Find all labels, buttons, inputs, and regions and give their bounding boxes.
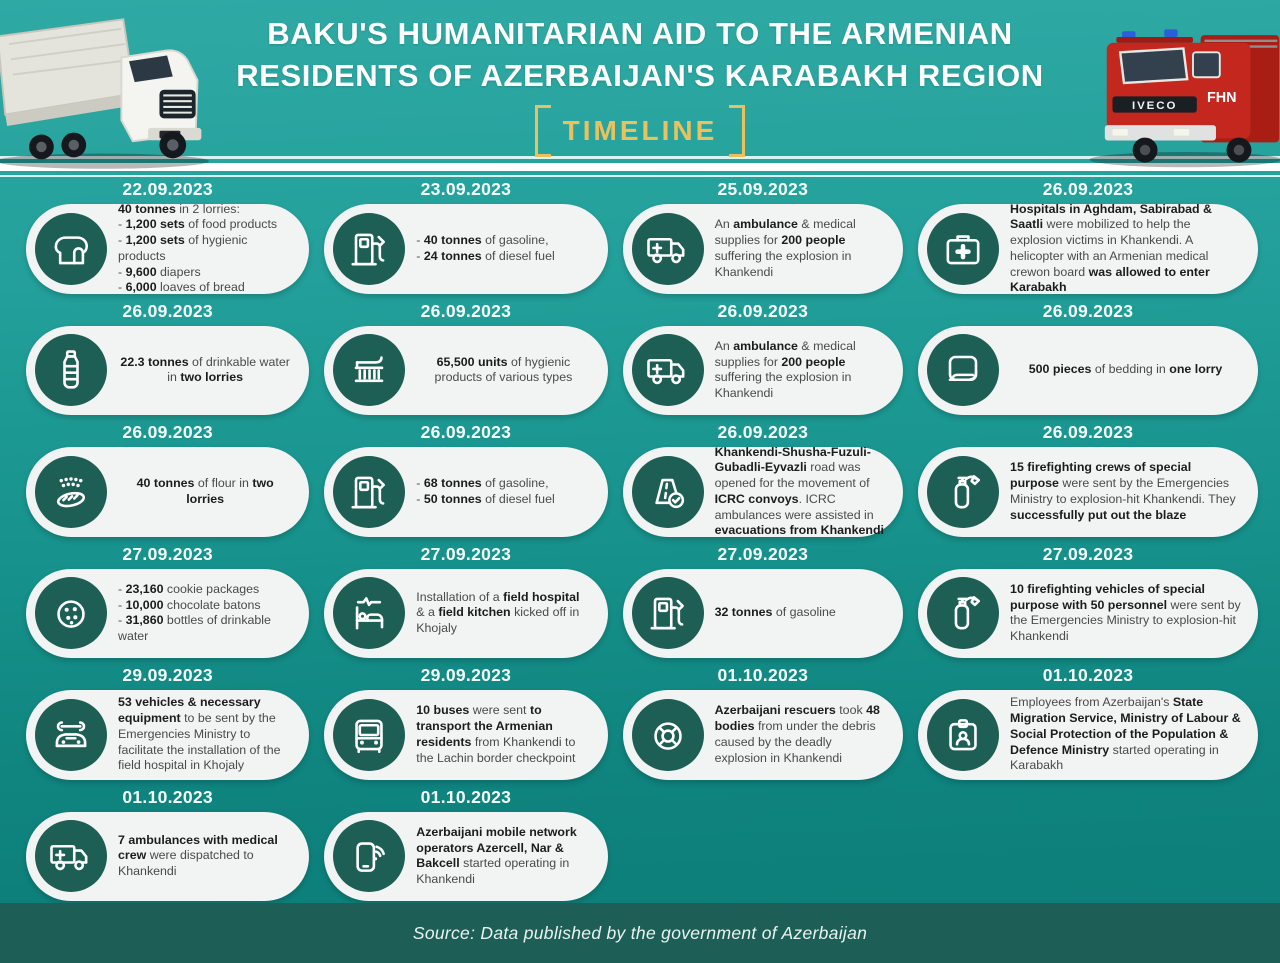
card-text: 53 vehicles & necessary equipment to be sent by the Emergencies Ministry to facilitate the installation of the field hospital in Khojaly (118, 695, 281, 773)
timeline-card (918, 447, 1258, 537)
ambulance-icon (632, 213, 704, 285)
card-text: Khankendi-Shusha-Fuzuli-Gubadli-Eyvazli road was opened for the movement of ICRC convoys. ICRC ambulances were assisted in evacuations from Khankendi (714, 444, 884, 538)
card-date: 26.09.2023 (1042, 179, 1134, 199)
card-text: 500 pieces of bedding in one lorry (1028, 362, 1223, 377)
bread-icon (35, 213, 107, 285)
timeline-entry (26, 300, 309, 416)
ambulance-icon (35, 820, 107, 892)
card-date: 26.09.2023 (1042, 422, 1134, 442)
card-text: 10 firefighting vehicles of special purpose with 50 personnel were sent by the Emergencies Ministry to explosion-hit Khankendi (1010, 581, 1241, 643)
timeline-entry (324, 300, 607, 416)
timeline-card (623, 204, 903, 294)
card-date: 27.09.2023 (122, 543, 213, 564)
timeline-entry (918, 664, 1258, 780)
fuel-pump-icon (333, 213, 405, 285)
card-text: Azerbaijani rescuers took 48 bodies from under the debris caused by the deadly explosion in Khankendi (714, 703, 880, 765)
card-text: - 40 tonnes of gasoline, - 24 tonnes of diesel fuel (416, 233, 555, 263)
timeline-card (623, 690, 903, 780)
card-text: Azerbaijani mobile network operators Azercell, Nar & Bakcell started operating in Khankendi (416, 824, 577, 886)
timeline-grid (26, 178, 1258, 901)
card-date: 29.09.2023 (122, 665, 213, 685)
fuel-pump-icon (632, 577, 704, 649)
card-date: 27.09.2023 (717, 543, 809, 564)
card-date: 01.10.2023 (420, 786, 512, 807)
card-date: 27.09.2023 (420, 543, 512, 564)
timeline-entry (623, 421, 903, 537)
timeline-card (324, 812, 607, 902)
timeline-card (324, 204, 607, 294)
card-text: 40 tonnes of flour in two lorries (136, 476, 274, 506)
source-attribution: Source: Data published by the government of Azerbaijan (412, 922, 868, 943)
timeline-card (26, 812, 309, 902)
card-date: 01.10.2023 (122, 786, 213, 807)
card-text: An ambulance & medical supplies for 200 people suffering the explosion in Khankendi (714, 338, 856, 400)
id-card-icon (927, 699, 999, 771)
card-date: 22.09.2023 (122, 179, 213, 199)
timeline-card (324, 447, 607, 537)
card-date: 26.09.2023 (122, 300, 213, 321)
timeline-card (918, 690, 1258, 780)
card-text: 65,500 units of hygienic products of various types (434, 354, 573, 385)
timeline-entry (623, 664, 903, 780)
timeline-card (26, 447, 309, 537)
card-text: 32 tonnes of gasoline (714, 605, 836, 620)
iveco-brand-label: IVECO (1131, 99, 1178, 112)
timeline-entry (324, 543, 607, 659)
timeline-card (26, 569, 309, 659)
timeline-entry (623, 178, 903, 294)
timeline-entry (26, 786, 309, 902)
card-date: 27.09.2023 (1042, 543, 1134, 564)
card-text: - 68 tonnes of gasoline, - 50 tonnes of diesel fuel (416, 476, 555, 506)
cargo-truck-photo (0, 6, 228, 173)
water-bottle-icon (35, 334, 107, 406)
timeline-entry (918, 543, 1258, 659)
fhn-door-label: FHN (1206, 90, 1237, 107)
field-hospital-icon (333, 577, 405, 649)
timeline-card (324, 569, 607, 659)
card-text: 40 tonnes in 2 lorries: - 1,200 sets of food products - 1,200 sets of hygienic products - 9,600 diapers - 6,000 loaves of bread (118, 201, 278, 295)
card-date: 26.09.2023 (717, 422, 809, 442)
fire-truck-photo (1078, 14, 1280, 172)
flour-icon (35, 456, 107, 528)
card-date: 01.10.2023 (1042, 665, 1134, 685)
timeline-entry (26, 421, 309, 537)
card-date: 26.09.2023 (420, 300, 512, 321)
card-text: Hospitals in Aghdam, Sabirabad & Saatli were mobilized to help the explosion victims in Khankendi. A helicopter with an Armenian medical crewon board was allowed to enter Karabakh (1010, 201, 1212, 295)
timeline-entry (26, 543, 309, 659)
card-date: 26.09.2023 (717, 300, 809, 321)
bedding-icon (927, 334, 999, 406)
title-line-2: RESIDENTS OF AZERBAIJAN'S KARABAKH REGION (236, 57, 1044, 93)
timeline-entry (918, 421, 1258, 537)
timeline-card (324, 326, 607, 416)
ambulance-icon (632, 334, 704, 406)
card-date: 01.10.2023 (717, 665, 809, 685)
title-line-1: BAKU'S HUMANITARIAN AID TO THE ARMENIAN (267, 16, 1013, 51)
card-text: An ambulance & medical supplies for 200 people suffering the explosion in Khankendi (714, 217, 856, 279)
timeline-card (918, 569, 1258, 659)
card-date: 26.09.2023 (122, 422, 213, 442)
right-bracket-icon (729, 105, 745, 157)
card-text: - 23,160 cookie packages - 10,000 chocolate batons - 31,860 bottles of drinkable water (118, 581, 271, 643)
fire-extinguisher-icon (927, 577, 999, 649)
timeline-entry (918, 178, 1258, 294)
lifebuoy-icon (632, 699, 704, 771)
cookie-icon (35, 577, 107, 649)
bus-icon (333, 699, 405, 771)
timeline-card (324, 690, 607, 780)
card-text: Installation of a field hospital & a field kitchen kicked off in Khojaly (416, 589, 580, 636)
timeline-entry (623, 543, 903, 659)
timeline-entry (918, 300, 1258, 416)
timeline-entry (26, 178, 309, 294)
card-text: 22.3 tonnes of drinkable water in two lorries (120, 354, 290, 385)
timeline-entry (324, 664, 607, 780)
card-text: 10 buses were sent to transport the Armenian residents from Khankendi to the Lachin border checkpoint (416, 703, 576, 765)
toothbrush-icon (333, 334, 405, 406)
card-text: 7 ambulances with medical crew were dispatched to Khankendi (118, 832, 278, 879)
fuel-pump-icon (333, 456, 405, 528)
timeline-card (918, 201, 1258, 295)
mobile-network-icon (333, 820, 405, 892)
timeline-entry (324, 421, 607, 537)
timeline-card (26, 326, 309, 416)
left-bracket-icon (535, 105, 551, 157)
footer (0, 903, 1280, 963)
timeline-card (918, 326, 1258, 416)
first-aid-kit-icon (927, 213, 999, 285)
card-date: 25.09.2023 (717, 179, 809, 199)
card-date: 23.09.2023 (420, 179, 512, 199)
timeline-card (26, 201, 309, 295)
card-date: 29.09.2023 (420, 665, 512, 685)
timeline-entry (26, 664, 309, 780)
fire-extinguisher-icon (927, 456, 999, 528)
timeline-card (623, 444, 903, 538)
timeline-entry (623, 300, 903, 416)
card-text: Employees from Azerbaijan's State Migration Service, Ministry of Labour & Social Protection of the Population & Defence Ministry started operating in Karabakh (1010, 695, 1241, 773)
card-date: 26.09.2023 (1042, 300, 1134, 321)
road-convoy-icon (632, 456, 704, 528)
card-date: 26.09.2023 (420, 422, 512, 442)
timeline-card (623, 569, 903, 659)
card-text: 15 firefighting crews of special purpose were sent by the Emergencies Ministry to explosion-hit Khankendi. They successfully put out the blaze (1010, 460, 1236, 522)
timeline-label: TIMELINE (562, 114, 718, 146)
timeline-entry (324, 786, 607, 902)
timeline-entry (324, 178, 607, 294)
vehicle-service-icon (35, 699, 107, 771)
timeline-card (26, 690, 309, 780)
timeline-card (623, 326, 903, 416)
